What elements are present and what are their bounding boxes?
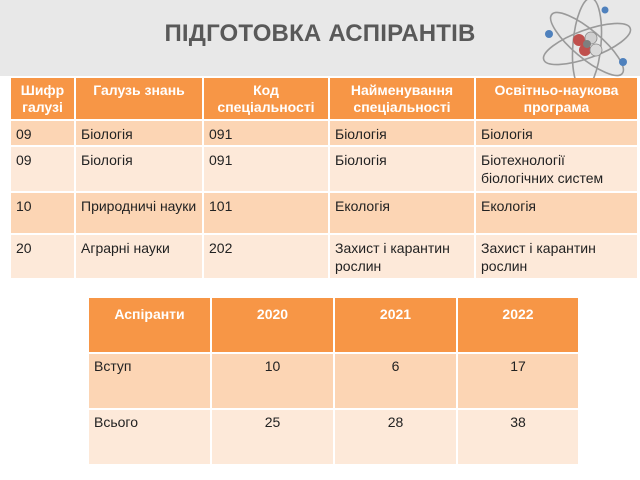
- table-cell: 101: [203, 192, 329, 234]
- column-header: 2021: [334, 298, 457, 353]
- atom-icon: [535, 0, 640, 84]
- table-cell: 28: [334, 409, 457, 464]
- table-cell: 10: [211, 353, 334, 409]
- table-header-row: [89, 298, 579, 353]
- table-header-row: [11, 78, 638, 120]
- table-cell: 09: [11, 146, 75, 192]
- row-label: Вступ: [89, 353, 211, 409]
- table-cell: Захист і карантин рослин: [329, 234, 475, 278]
- table-cell: Екологія: [475, 192, 638, 234]
- table-cell: 17: [457, 353, 579, 409]
- table-cell: Біологія: [329, 120, 475, 146]
- table-cell: 10: [11, 192, 75, 234]
- table-cell: Захист і карантин рослин: [475, 234, 638, 278]
- table-cell: 091: [203, 120, 329, 146]
- table-cell: 202: [203, 234, 329, 278]
- slide-title: ПІДГОТОВКА АСПІРАНТІВ: [164, 20, 476, 47]
- column-header: Код спеціальності: [203, 78, 329, 120]
- table-row: [11, 234, 638, 278]
- table-cell: Аграрні науки: [75, 234, 203, 278]
- table-row: [11, 120, 638, 146]
- table-cell: Біологія: [329, 146, 475, 192]
- table-cell: Екологія: [329, 192, 475, 234]
- students-table: [89, 298, 580, 464]
- row-label: Всього: [89, 409, 211, 464]
- table-cell: 09: [11, 120, 75, 146]
- table-row: [11, 192, 638, 234]
- column-header: Найменування спеціальності: [329, 78, 475, 120]
- column-header: Аспіранти: [89, 298, 211, 353]
- column-header: Галузь знань: [75, 78, 203, 120]
- table-cell: 25: [211, 409, 334, 464]
- column-header: 2022: [457, 298, 579, 353]
- specialties-table: [11, 78, 639, 278]
- table-cell: 38: [457, 409, 579, 464]
- table-cell: Природничі науки: [75, 192, 203, 234]
- column-header: Освітньо-наукова програма: [475, 78, 638, 120]
- column-header: 2020: [211, 298, 334, 353]
- table-row: [11, 146, 638, 192]
- table-cell: 20: [11, 234, 75, 278]
- column-header: Шифр галузі: [11, 78, 75, 120]
- table-cell: 6: [334, 353, 457, 409]
- table-cell: Біотехнології біологічних систем: [475, 146, 638, 192]
- table-row: [89, 353, 579, 409]
- table-cell: Біологія: [475, 120, 638, 146]
- table-row: [89, 409, 579, 464]
- table-cell: 091: [203, 146, 329, 192]
- table-cell: Біологія: [75, 120, 203, 146]
- table-cell: Біологія: [75, 146, 203, 192]
